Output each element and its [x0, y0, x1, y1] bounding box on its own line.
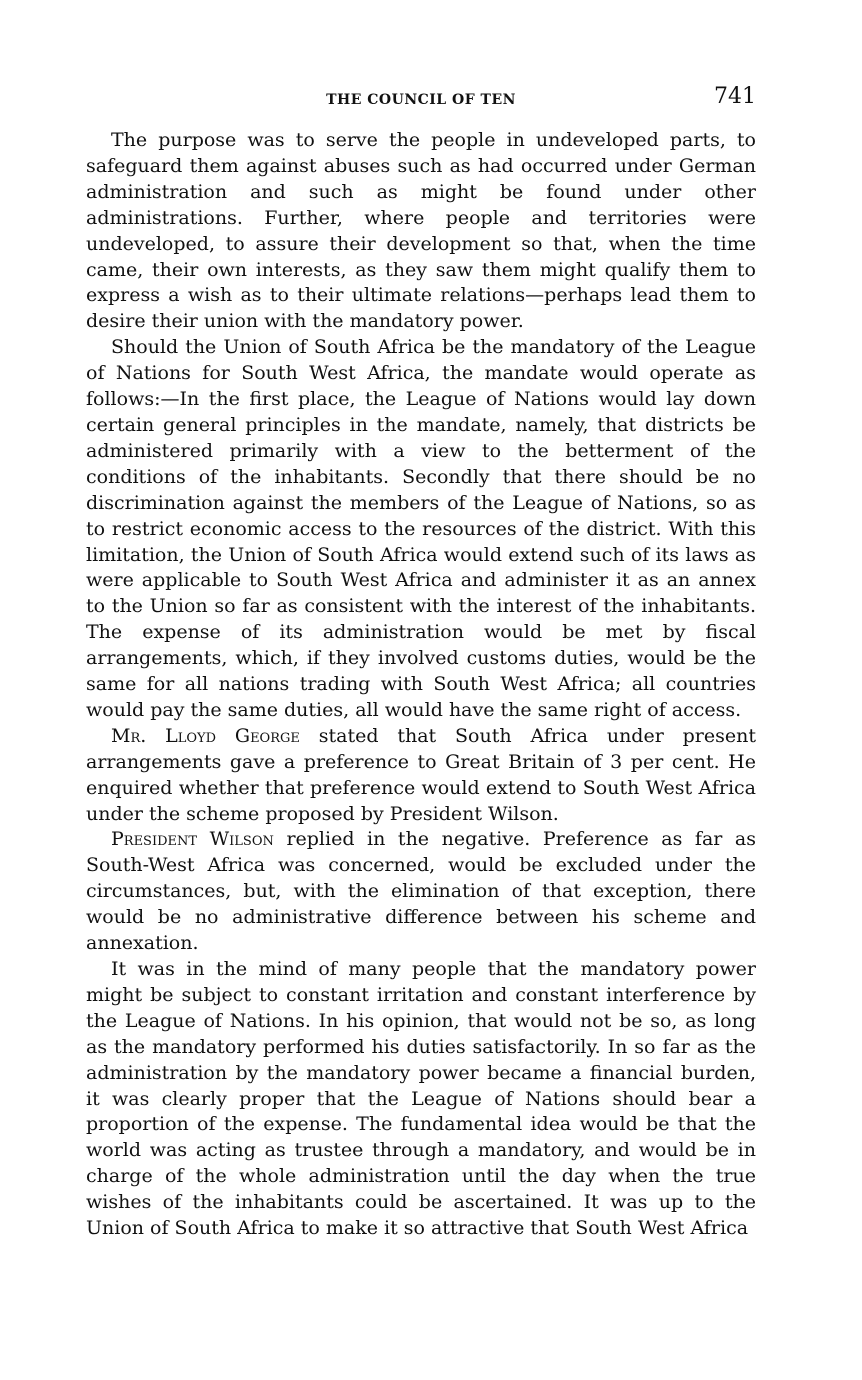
paragraph-text: Should the Union of South Africa be the mandatory of the League of Nations for South West Africa, the mandate would operate as follows:—In the first place, the League of Nations would lay down certain general principles in the mandate, namely, that districts be administered primarily with a view to the betterment of the conditions of the inhabitants. Secondly that there should be no discrimination against the members of the League of Nations, so as to restrict economic access to the resources of the district. With this limitation, the Union of South Africa would extend such of its laws as were applicable to South West Africa and administer it as an annex to the Union so far as consistent with the interest of the inhabitants. The expense of its administration would be met by fiscal arrangements, which, if they involved customs duties, would be the same for all nations trading with South West Africa; all countries would pay the same duties, all would have the same right of access.	[86, 336, 756, 721]
speaker-name: Mr. Lloyd George	[111, 724, 300, 747]
speaker-name: President Wilson	[111, 828, 274, 851]
paragraph	[86, 335, 756, 724]
paragraph	[86, 957, 756, 1242]
running-title: THE COUNCIL OF TEN	[326, 92, 516, 108]
paragraph-text: The purpose was to serve the people in undeveloped parts, to safeguard them against abuses such as had occurred under German administration and such as might be found under other administrations. Further, where people and territories were undeveloped, to assure their development so that, when the time came, their own interests, as they saw them might qualify them to express a wish as to their ultimate relations—perhaps lead them to desire their union with the mandatory power.	[86, 129, 756, 333]
paragraph	[86, 724, 756, 828]
body-text	[86, 128, 756, 1242]
running-header	[86, 84, 756, 118]
paragraph-text: It was in the mind of many people that the mandatory power might be subject to constant irritation and constant interference by the League of Nations. In his opinion, that would not be so, as long as the mandatory performed his duties satisfactorily. In so far as the administration by the mandatory power became a financial burden, it was clearly proper that the League of Nations should bear a proportion of the expense. The fundamental idea would be that the world was acting as trustee through a mandatory, and would be in charge of the whole administration until the day when the true wishes of the inhabitants could be ascertained. It was up to the Union of South Africa to make it so attractive that South West Africa	[86, 958, 756, 1240]
paragraph-text: replied in the negative. Preference as far as South-West Africa was concerned, would be excluded under the circumstances, but, with the elimination of that exception, there would be no administrative difference between his scheme and annexation.	[86, 828, 757, 955]
paragraph-text: stated that South Africa under present arrangements gave a preference to Great Britain of 3 per cent. He enquired whether that preference would extend to South West Africa under the scheme proposed by President Wilson.	[86, 724, 756, 825]
paragraph	[86, 128, 756, 335]
document-page	[86, 84, 756, 1242]
paragraph	[86, 827, 756, 957]
page-number: 741	[714, 84, 756, 109]
